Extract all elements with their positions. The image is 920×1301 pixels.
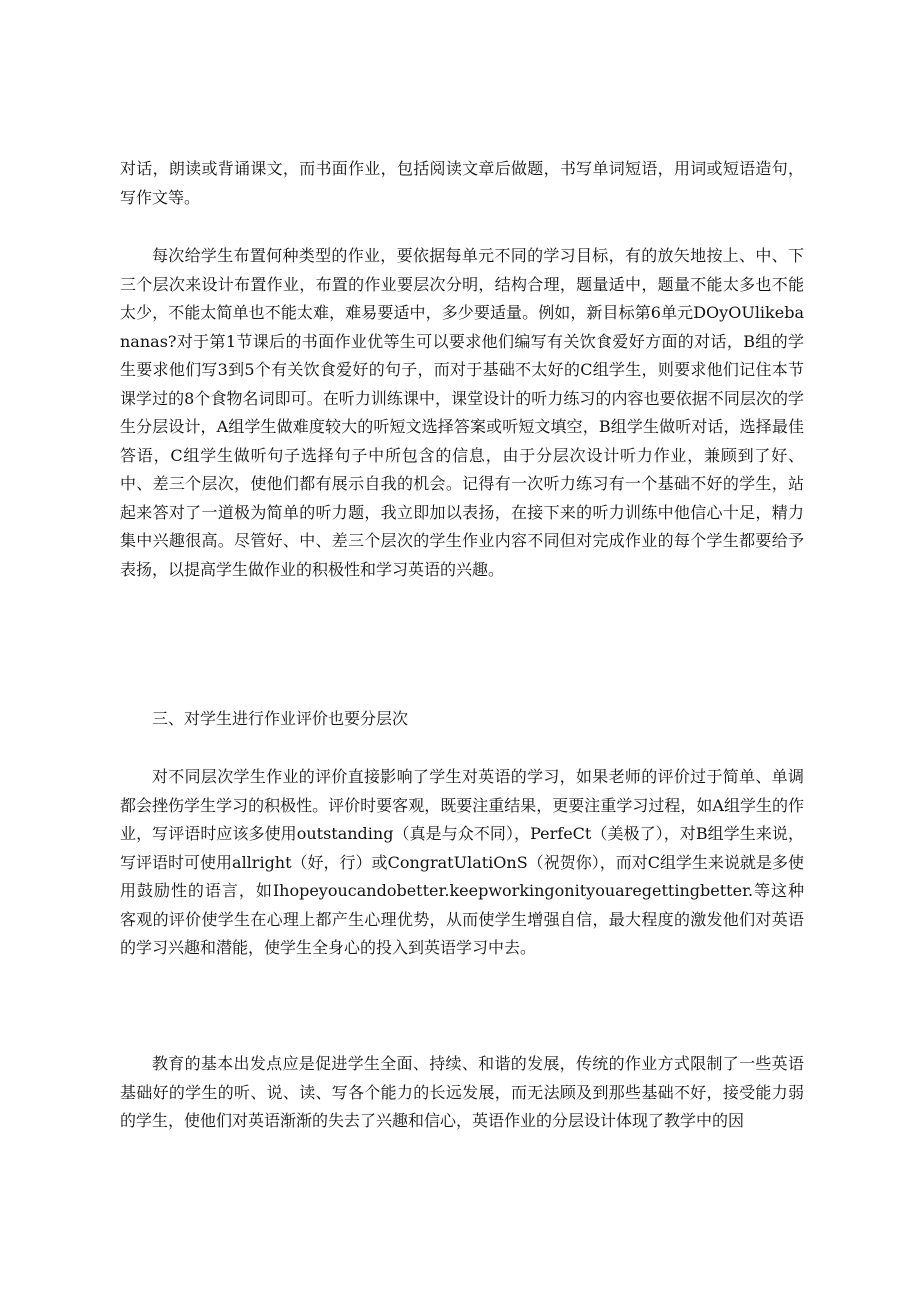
paragraph-continuation: 对话，朗读或背诵课文，而书面作业，包括阅读文章后做题，书写单词短语，用词或短语造句，写作文等。	[120, 159, 804, 207]
paragraph-conclusion: 教育的基本出发点应是促进学生全面、持续、和谐的发展，传统的作业方式限制了一些英语基础好的学生的听、说、读、写各个能力的长远发展，而无法顾及到那些基础不好，接受能力弱的学生，使他们对英语渐渐的失去了兴趣和信心，英语作业的分层设计体现了教学中的因	[120, 1054, 804, 1130]
section-heading: 三、对学生进行作业评价也要分层次	[152, 709, 409, 728]
paragraph-homework-design: 每次给学生布置何种类型的作业，要依据每单元不同的学习目标，有的放矢地按上、中、下三个层次来设计布置作业，布置的作业要层次分明，结构合理，题量适中，题量不能太多也不能太少，不能太简单也不能太难，难易要适中，多少要适量。例如，新目标第6单元DOyOUlikebananas?对于第1节课后的书面作业优等生可以要求他们编写有关饮食爱好方面的对话，B组的学生要求他们写3到5个有关饮食爱好的句子，而对于基础不太好的C组学生，则要求他们记住本节课学过的8个食物名词即可。在听力训练课中，课堂设计的听力练习的内容也要依据不同层次的学生分层设计，A组学生做难度较大的听短文选择答案或听短文填空，B组学生做听对话，选择最佳答语，C组学生做听句子选择句子中所包含的信息，由于分层次设计听力作业，兼顾到了好、中、差三个层次，使他们都有展示自我的机会。记得有一次听力练习有一个基础不好的学生，站起来答对了一道极为简单的听力题，我立即加以表扬，在接下来的听力训练中他信心十足，精力集中兴趣很高。尽管好、中、差三个层次的学生作业内容不同但对完成作业的每个学生都要给予表扬，以提高学生做作业的积极性和学习英语的兴趣。	[120, 246, 804, 579]
paragraph-evaluation: 对不同层次学生作业的评价直接影响了学生对英语的学习，如果老师的评价过于简单、单调都会挫伤学生学习的积极性。评价时要客观，既要注重结果，更要注重学习过程，如A组学生的作业，写评语时应该多使用outstanding（真是与众不同），PerfeCt（美极了），对B组学生来说，写评语时可使用allright（好，行）或CongratUlatiOnS（祝贺你），而对C组学生来说就是多使用鼓励性的语言，如Ihopeyoucandobetter.keepworkingonityouaregettingbetter.等这种客观的评价使学生在心理上都产生心理优势，从而使学生增强自信，最大程度的激发他们对英语的学习兴趣和潜能，使学生全身心的投入到英语学习中去。	[120, 767, 804, 957]
